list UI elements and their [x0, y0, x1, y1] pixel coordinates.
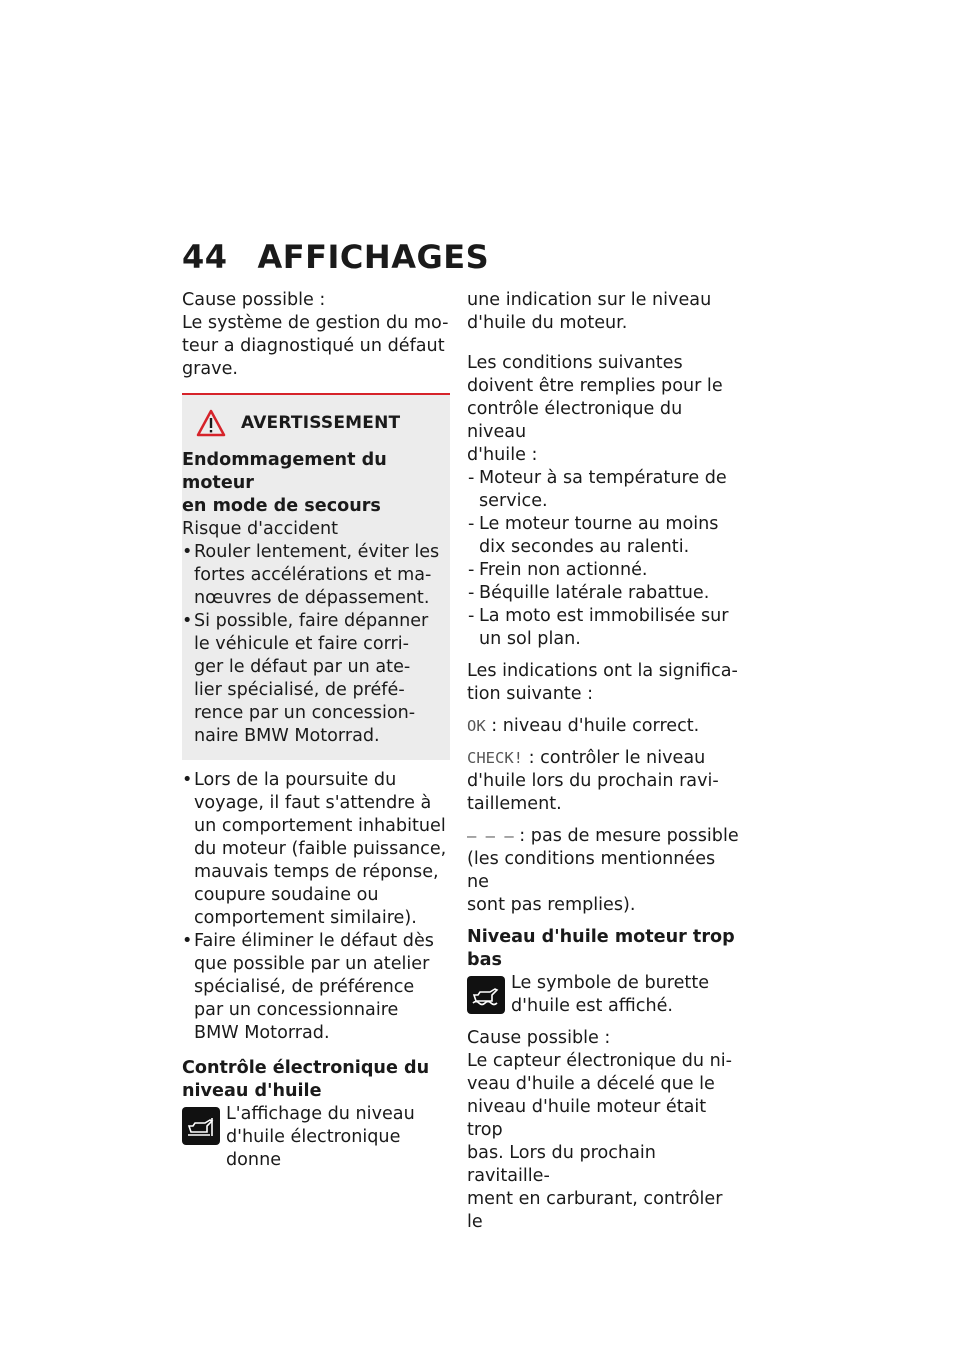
text-line: d'huile est affiché.	[511, 996, 674, 1016]
text-line: contrôle électronique du niveau	[467, 399, 683, 442]
list-item	[467, 605, 739, 651]
warning-subtitle	[182, 449, 440, 518]
text-line: Moteur à sa température de	[479, 468, 727, 488]
text-line: service.	[479, 491, 548, 511]
text-line: d'huile lors du prochain ravi-	[467, 771, 719, 791]
text-line: Lors de la poursuite du	[194, 770, 397, 790]
text-line: (les conditions mentionnées ne	[467, 849, 716, 892]
text-line: teur a diagnostiqué un défaut	[182, 336, 445, 356]
text-line: Endommagement du moteur	[182, 450, 387, 493]
text-line: naire BMW Motorrad.	[194, 726, 380, 746]
text-line: voyage, il faut s'attendre à	[194, 793, 432, 813]
page-title: AFFICHAGES	[257, 238, 490, 276]
continuation-paragraph	[467, 289, 739, 335]
text-line: Les indications ont la significa-	[467, 661, 738, 681]
list-item	[182, 541, 440, 610]
text-line: Niveau d'huile moteur trop	[467, 927, 735, 947]
page-header	[182, 238, 490, 278]
text-line: lier spécialisé, de préfé-	[194, 680, 405, 700]
text-line: du moteur (faible puissance,	[194, 839, 447, 859]
low-oil-description	[511, 972, 739, 1018]
text-line: : pas de mesure possible	[513, 826, 739, 846]
text-line: Faire éliminer le défaut dès	[194, 931, 434, 951]
text-line: bas. Lors du prochain ravitaille-	[467, 1143, 656, 1186]
text-line: bas	[467, 950, 502, 970]
text-line: BMW Motorrad.	[194, 1023, 330, 1043]
text-line: : contrôler le niveau	[523, 748, 706, 768]
status-no-measure	[467, 825, 739, 917]
text-line: par un concessionnaire	[194, 1000, 399, 1020]
oil-level-description	[226, 1103, 450, 1172]
conditions-list	[467, 467, 739, 651]
text-line: niveau d'huile	[182, 1081, 322, 1101]
text-line: spécialisé, de préférence	[194, 977, 415, 997]
conditions-intro	[467, 352, 739, 467]
text-line: doivent être remplies pour le	[467, 376, 723, 396]
text-line: sont pas remplies).	[467, 895, 636, 915]
list-item	[182, 610, 440, 748]
text-line: nœuvres de dépassement.	[194, 588, 430, 608]
text-line: Cause possible :	[182, 290, 326, 310]
text-line: Le moteur tourne au moins	[479, 514, 719, 534]
warning-risk: Risque d'accident	[182, 519, 339, 539]
intro-paragraph	[182, 289, 450, 381]
text-line: taillement.	[467, 794, 562, 814]
text-line: un comportement inhabituel	[194, 816, 446, 836]
oil-level-icon	[182, 1107, 220, 1145]
page-number: 44	[182, 238, 228, 276]
warning-triangle-icon	[196, 409, 226, 437]
text-line: : niveau d'huile correct.	[485, 716, 700, 736]
warning-title: AVERTISSEMENT	[241, 412, 401, 433]
text-line: grave.	[182, 359, 239, 379]
left-column	[182, 289, 450, 1172]
text-line: Cause possible :	[467, 1028, 611, 1048]
text-line: le véhicule et faire corri-	[194, 634, 409, 654]
list-item	[182, 769, 450, 930]
text-line: dix secondes au ralenti.	[479, 537, 690, 557]
section-heading	[467, 926, 739, 972]
right-column	[467, 289, 739, 1234]
text-line: d'huile électronique donne	[226, 1127, 401, 1170]
text-line: veau d'huile a décelé que le	[467, 1074, 715, 1094]
text-line: Béquille latérale rabattue.	[479, 583, 710, 603]
status-check	[467, 747, 739, 816]
text-line: tion suivante :	[467, 684, 594, 704]
text-line: d'huile du moteur.	[467, 313, 628, 333]
list-item	[467, 467, 739, 513]
oil-can-icon	[467, 976, 505, 1014]
text-line: Le système de gestion du mo-	[182, 313, 449, 333]
list-item	[467, 513, 739, 559]
text-line: Le symbole de burette	[511, 973, 710, 993]
text-line: une indication sur le niveau	[467, 290, 712, 310]
text-line: rence par un concession-	[194, 703, 416, 723]
low-oil-indicator-row	[467, 972, 739, 1018]
text-line: coupure soudaine ou	[194, 885, 379, 905]
status-code-check: CHECK!	[467, 749, 523, 767]
text-line: en mode de secours	[182, 496, 381, 516]
warning-bullet-list	[182, 541, 440, 748]
text-line: que possible par un atelier	[194, 954, 430, 974]
list-item	[467, 582, 739, 605]
warning-box	[182, 393, 450, 760]
cause-paragraph	[467, 1027, 739, 1234]
text-line: Rouler lentement, éviter les	[194, 542, 440, 562]
status-ok	[467, 715, 739, 738]
text-line: niveau d'huile moteur était trop	[467, 1097, 707, 1140]
bullet-list	[182, 769, 450, 1045]
text-line: Contrôle électronique du	[182, 1058, 430, 1078]
warning-header	[182, 407, 440, 439]
text-line: comportement similaire).	[194, 908, 417, 928]
meanings-intro	[467, 660, 739, 706]
text-line: Si possible, faire dépanner	[194, 611, 429, 631]
text-line: Le capteur électronique du ni-	[467, 1051, 733, 1071]
status-code-dashes: – – –	[467, 827, 514, 845]
text-line: L'affichage du niveau	[226, 1104, 415, 1124]
list-item	[467, 559, 739, 582]
text-line: Frein non actionné.	[479, 560, 648, 580]
text-line: d'huile :	[467, 445, 538, 465]
oil-level-indicator-row	[182, 1103, 450, 1172]
text-line: ment en carburant, contrôler le	[467, 1189, 723, 1232]
text-line: mauvais temps de réponse,	[194, 862, 439, 882]
list-item	[182, 930, 450, 1045]
text-line: un sol plan.	[479, 629, 581, 649]
status-code-ok: OK	[467, 717, 486, 735]
text-line: fortes accélérations et ma-	[194, 565, 432, 585]
text-line: ger le défaut par un ate-	[194, 657, 411, 677]
section-heading	[182, 1057, 450, 1103]
text-line: Les conditions suivantes	[467, 353, 683, 373]
text-line: La moto est immobilisée sur	[479, 606, 729, 626]
